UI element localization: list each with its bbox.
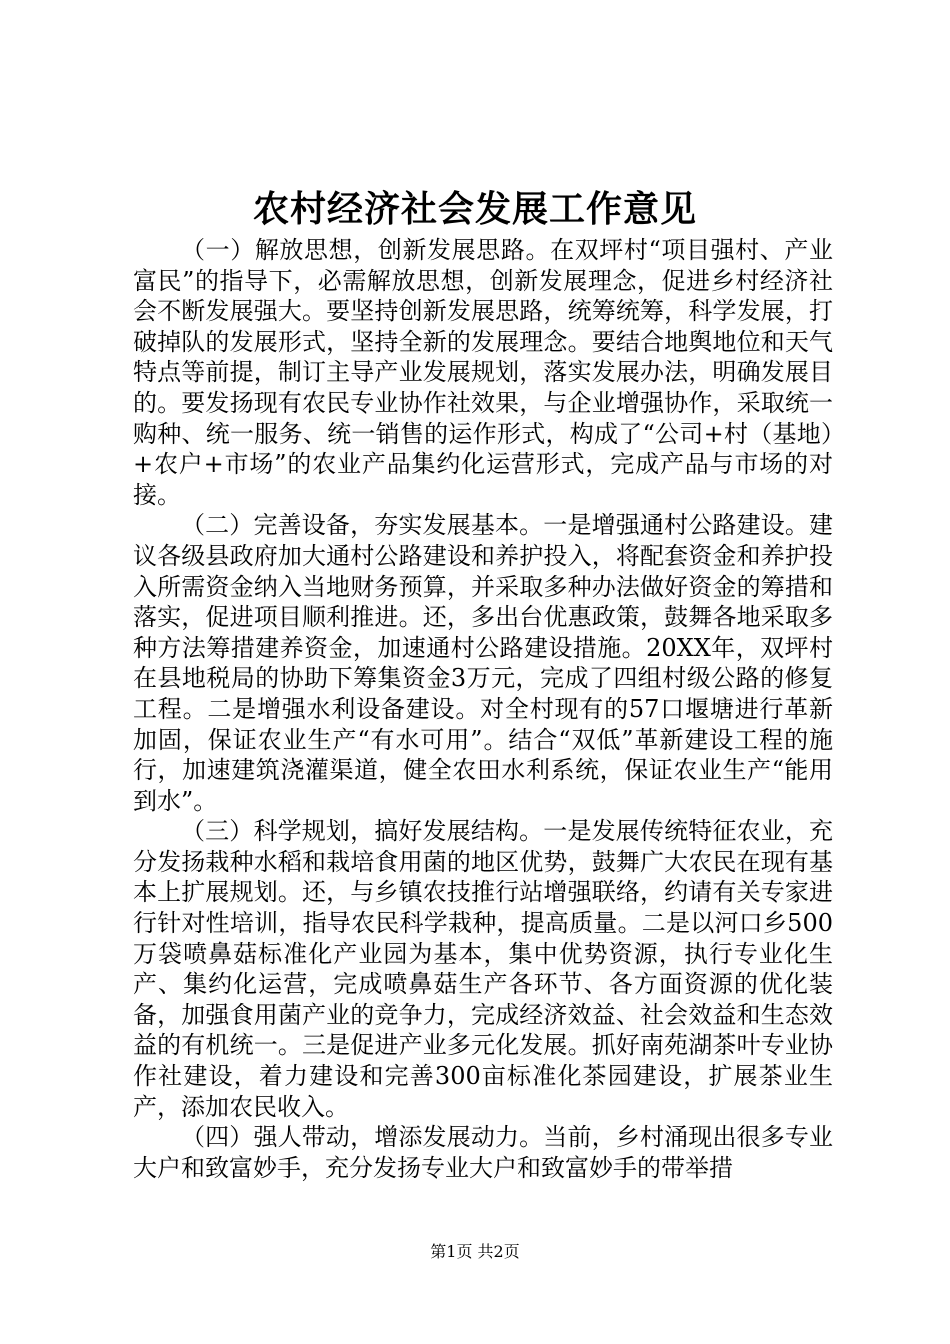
page-indicator: 第1页 共2页 [430,1242,520,1261]
document-title: 农村经济社会发展工作意见 [252,188,697,230]
document-body [133,235,833,1183]
page-footer [0,1241,950,1263]
paragraph-3: （三）科学规划，搞好发展结构。一是发展传统特征农业，充分发扬栽种水稻和栽培食用菌的地区优势，鼓舞广大农民在现有基本上扩展规划。还，与乡镇农技推行站增强联络，约请有关专家进行针对性培训，指导农民科学栽种，提高质量。二是以河口乡500万袋喷鼻菇标准化产业园为基本，集中优势资源，执行专业化生产、集约化运营，完成喷鼻菇生产各环节、各方面资源的优化装备，加强食用菌产业的竞争力，完成经济效益、社会效益和生态效益的有机统一。三是促进产业多元化发展。抓好南苑湖茶叶专业协作社建设，着力建设和完善300亩标准化茶园建设，扩展茶业生产，添加农民收入。 [133,817,833,1121]
paragraph-2: （二）完善设备，夯实发展基本。一是增强通村公路建设。建议各级县政府加大通村公路建设和养护投入，将配套资金和养护投入所需资金纳入当地财务预算，并采取多种办法做好资金的筹措和落实，促进项目顺利推进。还，多出台优惠政策，鼓舞各地采取多种方法筹措建养资金，加速通村公路建设措施。20XX年，双坪村在县地税局的协助下筹集资金3万元，完成了四组村级公路的修复工程。二是增强水利设备建设。对全村现有的57口堰塘进行革新加固，保证农业生产“有水可用”。结合“双低”革新建设工程的施行，加速建筑浇灌渠道，健全农田水利系统，保证农业生产“能用到水”。 [133,511,833,815]
paragraph-1: （一）解放思想，创新发展思路。在双坪村“项目强村、产业富民”的指导下，必需解放思想，创新发展理念，促进乡村经济社会不断发展强大。要坚持创新发展思路，统筹统筹，科学发展，打破掉队的发展形式，坚持全新的发展理念。要结合地舆地位和天气特点等前提，制订主导产业发展规划，落实发展办法，明确发展目的。要发扬现有农民专业协作社效果，与企业增强协作，采取统一购种、统一服务、统一销售的运作形式，构成了“公司+村（基地）+农户+市场”的农业产品集约化运营形式，完成产品与市场的对接。 [133,236,833,509]
paragraph-4: （四）强人带动，增添发展动力。当前，乡村涌现出很多专业大户和致富妙手，充分发扬专业大户和致富妙手的带举措 [133,1123,833,1182]
